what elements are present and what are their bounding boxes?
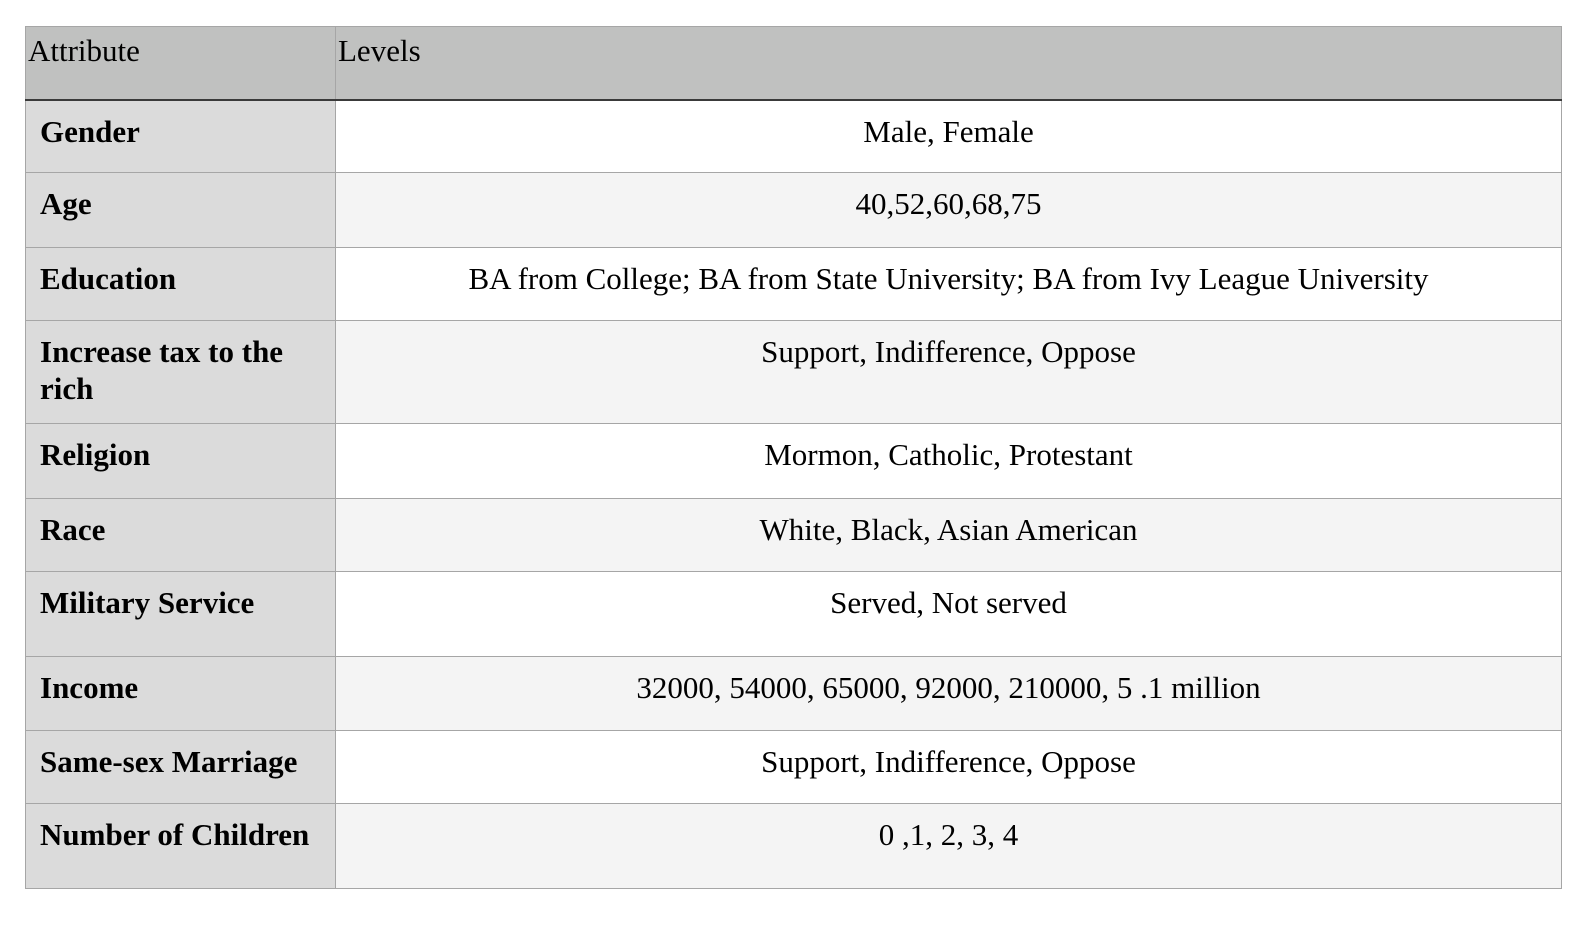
table-row-gender	[26, 100, 1562, 173]
table-body	[26, 100, 1562, 889]
table-row-children	[26, 804, 1562, 889]
attribute-cell: Number of Children	[26, 804, 336, 889]
table-row-income	[26, 657, 1562, 731]
table-header	[26, 27, 1562, 100]
table-row-race	[26, 499, 1562, 572]
attribute-cell: Race	[26, 499, 336, 572]
attribute-cell: Income	[26, 657, 336, 731]
levels-column-header: Levels	[336, 27, 1562, 100]
levels-cell: 32000, 54000, 65000, 92000, 210000, 5 .1 million	[336, 657, 1562, 731]
levels-cell: Served, Not served	[336, 572, 1562, 657]
table-row-age	[26, 173, 1562, 248]
attribute-cell: Gender	[26, 100, 336, 173]
attribute-cell: Education	[26, 248, 336, 321]
levels-cell: 40,52,60,68,75	[336, 173, 1562, 248]
attribute-cell: Military Service	[26, 572, 336, 657]
table-row-tax	[26, 321, 1562, 424]
table-row-religion	[26, 424, 1562, 499]
attribute-cell: Same-sex Marriage	[26, 731, 336, 804]
table-row-education	[26, 248, 1562, 321]
table-row-same-sex-marriage	[26, 731, 1562, 804]
attribute-cell: Increase tax to the rich	[26, 321, 336, 424]
attribute-cell: Religion	[26, 424, 336, 499]
header-row	[26, 27, 1562, 100]
levels-cell: Support, Indifference, Oppose	[336, 321, 1562, 424]
attribute-column-header: Attribute	[26, 27, 336, 100]
levels-cell: Male, Female	[336, 100, 1562, 173]
levels-cell: BA from College; BA from State University; BA from Ivy League University	[336, 248, 1562, 321]
attribute-levels-table	[25, 26, 1562, 889]
levels-cell: White, Black, Asian American	[336, 499, 1562, 572]
levels-cell: 0 ,1, 2, 3, 4	[336, 804, 1562, 889]
attribute-cell: Age	[26, 173, 336, 248]
levels-cell: Mormon, Catholic, Protestant	[336, 424, 1562, 499]
levels-cell: Support, Indifference, Oppose	[336, 731, 1562, 804]
table-row-military	[26, 572, 1562, 657]
